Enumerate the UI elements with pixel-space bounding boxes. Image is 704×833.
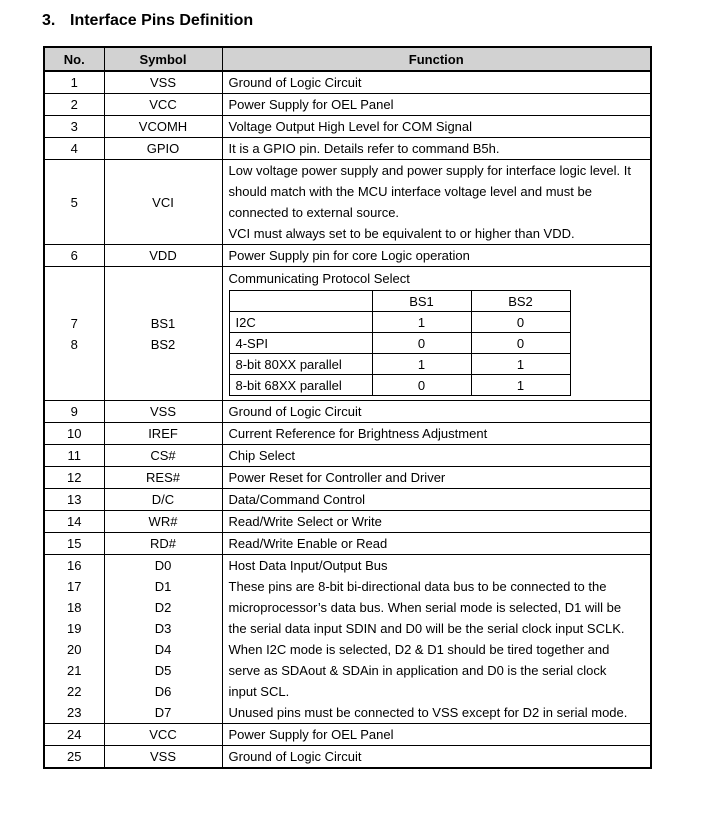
table-row	[44, 245, 651, 267]
table-row-data-bus	[44, 555, 651, 724]
pin-function: Power Supply for OEL Panel	[222, 724, 651, 746]
protocol-bs1: 0	[372, 375, 471, 396]
pin-symbol: RES#	[104, 467, 222, 489]
pins-table	[43, 46, 652, 769]
table-row	[44, 467, 651, 489]
pin-function: Read/Write Select or Write	[222, 511, 651, 533]
protocol-bs2: 1	[471, 354, 570, 375]
function-line: Host Data Input/Output Bus	[228, 558, 388, 573]
section-number: 3.	[42, 12, 56, 29]
pin-no: 10	[44, 423, 104, 445]
pin-symbol: GPIO	[104, 138, 222, 160]
function-line: the serial data input SDIN and D0 will be the serial clock input SCLK.	[228, 621, 625, 636]
pin-no: 18	[67, 600, 82, 615]
pin-function: It is a GPIO pin. Details refer to command B5h.	[222, 138, 651, 160]
pin-function: Power Supply pin for core Logic operation	[222, 245, 651, 267]
pin-symbol-group	[104, 267, 222, 401]
protocol-header: BS1	[372, 291, 471, 312]
pin-function: Chip Select	[222, 445, 651, 467]
protocol-header: BS2	[471, 291, 570, 312]
pin-symbol: WR#	[104, 511, 222, 533]
protocol-row	[229, 375, 570, 396]
protocol-row	[229, 354, 570, 375]
protocol-bs1: 0	[372, 333, 471, 354]
function-line: When I2C mode is selected, D2 & D1 should be tired together and	[228, 642, 610, 657]
protocol-header-row	[229, 291, 570, 312]
pin-no-group	[44, 267, 104, 401]
protocol-title: Communicating Protocol Select	[228, 271, 410, 286]
protocol-bs2: 0	[471, 312, 570, 333]
header-symbol: Symbol	[104, 47, 222, 71]
pin-symbol-group	[104, 555, 222, 724]
pin-function: Ground of Logic Circuit	[222, 71, 651, 94]
pin-symbol: D7	[154, 705, 172, 720]
pin-symbol: VCI	[104, 160, 222, 245]
pin-symbol: VSS	[104, 401, 222, 423]
pin-no: 12	[44, 467, 104, 489]
pin-no-group	[44, 555, 104, 724]
pin-symbol: D4	[154, 642, 172, 657]
protocol-name: 8-bit 68XX parallel	[229, 375, 372, 396]
pin-no: 25	[44, 746, 104, 769]
pin-no: 24	[44, 724, 104, 746]
pin-no: 16	[67, 558, 82, 573]
pin-no: 5	[44, 160, 104, 245]
pin-no: 14	[44, 511, 104, 533]
pin-function: Data/Command Control	[222, 489, 651, 511]
pin-function: Power Supply for OEL Panel	[222, 94, 651, 116]
pin-symbol: D3	[154, 621, 172, 636]
function-line: serve as SDAout & SDAin in application and D0 is the serial clock	[228, 663, 607, 678]
pin-symbol: D/C	[104, 489, 222, 511]
protocol-name: I2C	[229, 312, 372, 333]
function-line: should match with the MCU interface voltage level and must be	[228, 184, 592, 199]
pin-symbol: BS2	[150, 336, 176, 352]
section-heading	[42, 12, 253, 30]
pin-function	[222, 555, 651, 724]
function-line: Unused pins must be connected to VSS except for D2 in serial mode.	[228, 705, 628, 720]
table-row	[44, 724, 651, 746]
pin-no: 19	[67, 621, 82, 636]
pin-no: 7	[70, 315, 78, 331]
pin-function	[222, 160, 651, 245]
protocol-row	[229, 333, 570, 354]
pin-symbol: D5	[154, 663, 172, 678]
function-line: connected to external source.	[228, 205, 400, 220]
table-row	[44, 116, 651, 138]
pin-symbol: VSS	[104, 71, 222, 94]
pin-symbol: VCC	[104, 724, 222, 746]
table-row-bs	[44, 267, 651, 401]
table-row	[44, 138, 651, 160]
pin-no: 17	[67, 579, 82, 594]
pin-function	[222, 267, 651, 401]
pin-symbol: IREF	[104, 423, 222, 445]
protocol-name: 8-bit 80XX parallel	[229, 354, 372, 375]
section-title: Interface Pins Definition	[70, 12, 254, 29]
pin-function: Ground of Logic Circuit	[222, 746, 651, 769]
pin-no: 4	[44, 138, 104, 160]
pin-no: 1	[44, 71, 104, 94]
protocol-name: 4-SPI	[229, 333, 372, 354]
header-no: No.	[44, 47, 104, 71]
protocol-bs1: 1	[372, 354, 471, 375]
table-row	[44, 94, 651, 116]
table-row	[44, 423, 651, 445]
function-line: VCI must always set to be equivalent to or higher than VDD.	[228, 226, 575, 241]
pin-symbol: D2	[154, 600, 172, 615]
pin-symbol: BS1	[150, 315, 176, 331]
pin-no: 2	[44, 94, 104, 116]
pin-symbol: D0	[154, 558, 172, 573]
table-header-row	[44, 47, 651, 71]
pin-function: Current Reference for Brightness Adjustment	[222, 423, 651, 445]
table-row	[44, 511, 651, 533]
function-line: Low voltage power supply and power supply for interface logic level. It	[228, 163, 631, 178]
pin-no: 21	[67, 663, 82, 678]
pin-symbol: VCC	[104, 94, 222, 116]
pin-function: Ground of Logic Circuit	[222, 401, 651, 423]
protocol-table	[229, 290, 571, 396]
table-row	[44, 160, 651, 245]
pin-no: 9	[44, 401, 104, 423]
pin-no: 13	[44, 489, 104, 511]
function-line: These pins are 8-bit bi-directional data bus to be connected to the	[228, 579, 607, 594]
protocol-bs2: 0	[471, 333, 570, 354]
pin-no: 23	[67, 705, 82, 720]
pin-no: 15	[44, 533, 104, 555]
protocol-bs2: 1	[471, 375, 570, 396]
header-function: Function	[222, 47, 651, 71]
table-row	[44, 445, 651, 467]
pin-function: Voltage Output High Level for COM Signal	[222, 116, 651, 138]
pin-no: 22	[67, 684, 82, 699]
pin-function: Power Reset for Controller and Driver	[222, 467, 651, 489]
protocol-bs1: 1	[372, 312, 471, 333]
table-row	[44, 489, 651, 511]
pin-function: Read/Write Enable or Read	[222, 533, 651, 555]
function-line: input SCL.	[228, 684, 290, 699]
table-row	[44, 71, 651, 94]
function-line: microprocessor’s data bus. When serial mode is selected, D1 will be	[228, 600, 622, 615]
pin-no: 20	[67, 642, 82, 657]
pin-no: 3	[44, 116, 104, 138]
pin-symbol: VDD	[104, 245, 222, 267]
protocol-row	[229, 312, 570, 333]
pin-no: 6	[44, 245, 104, 267]
pin-no: 11	[44, 445, 104, 467]
table-row	[44, 533, 651, 555]
pin-symbol: CS#	[104, 445, 222, 467]
table-row	[44, 401, 651, 423]
pin-symbol: VCOMH	[104, 116, 222, 138]
table-row	[44, 746, 651, 769]
pin-symbol: D6	[154, 684, 172, 699]
pin-symbol: VSS	[104, 746, 222, 769]
pin-symbol: RD#	[104, 533, 222, 555]
pin-symbol: D1	[154, 579, 172, 594]
pin-no: 8	[70, 336, 78, 352]
